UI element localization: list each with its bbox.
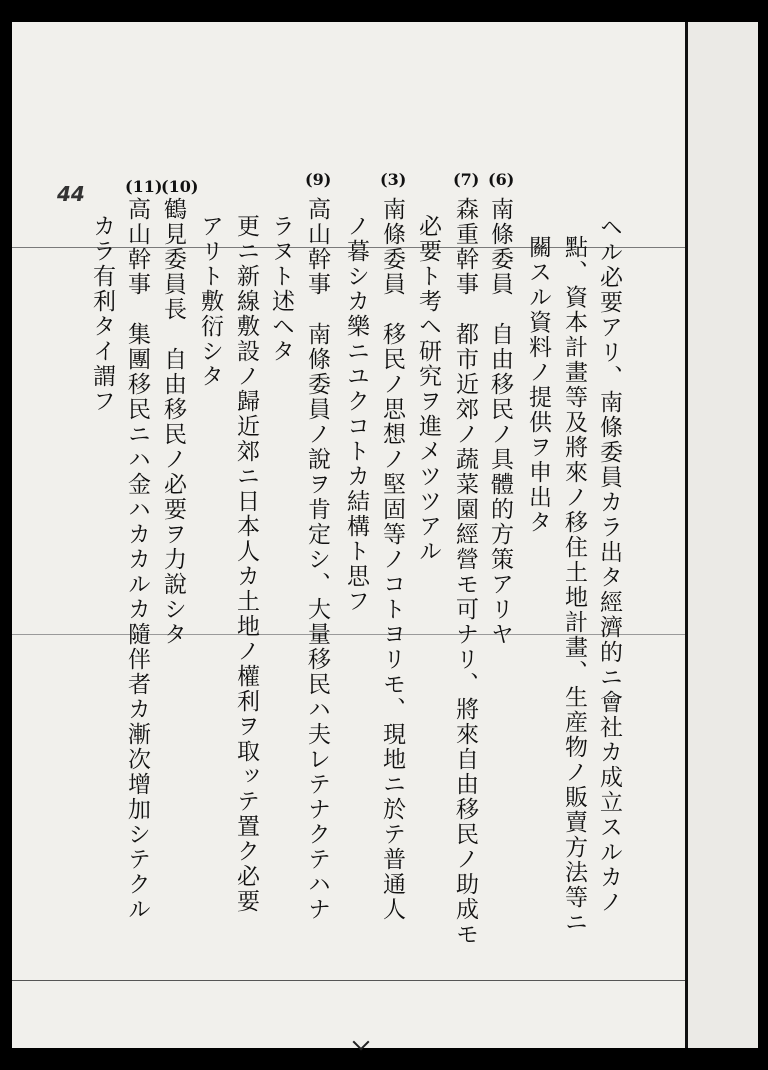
item-number-9: (9) [305,170,332,189]
document-page [12,22,758,1048]
text-line: カラ有利タイ謂フ [89,214,115,414]
page-edge [685,22,758,1048]
text-line: ラヌト述ヘタ [268,214,294,364]
text-line: 更ニ新線敷設ノ歸近郊ニ日本人カ土地ノ權利ヲ取ッテ置ク必要 [233,214,259,914]
item-number-7: (7) [453,170,480,189]
text-line: 點、資本計畫等及將來ノ移住土地計畫、生産物ノ販賣方法等ニ [561,235,587,935]
text-line: 南條委員 移民ノ思想ノ堅固等ノコトヨリモ、現地ニ於テ普通人 [379,197,405,922]
text-line: 必要ト考ヘ研究ヲ進メツツアル [415,214,441,564]
text-line: 關スル資料ノ提供ヲ申出タ [525,235,551,535]
text-line: 鶴見委員長 自由移民ノ必要ヲ力說シタ [160,197,186,647]
page-number: 44 [57,182,85,206]
text-line: ノ暮シカ樂ニユクコトカ結構ト思フ [343,214,369,614]
text-line: ヘル必要アリ、南條委員カラ出タ經濟的ニ會社カ成立スルカノ [596,215,622,915]
scan-line [12,980,685,981]
text-line: アリト敷衍シタ [197,214,223,389]
text-line: 高山幹事 南條委員ノ說ヲ肯定シ、大量移民ハ夫レテナクテハナ [304,197,330,922]
item-number-10: (10) [161,177,199,196]
item-number-11: (11) [125,177,163,196]
item-number-8: (3) [380,170,407,189]
text-line: 南條委員 自由移民ノ具體的方策アリヤ [487,197,513,647]
text-line: 高山幹事 集團移民ニハ金ハカカルカ隨伴者カ漸次增加シテクル [124,197,150,922]
item-number-6: (6) [488,170,515,189]
text-line: 森重幹事 都市近郊ノ蔬菜園經營モ可ナリ、將來自由移民ノ助成モ [452,197,478,947]
